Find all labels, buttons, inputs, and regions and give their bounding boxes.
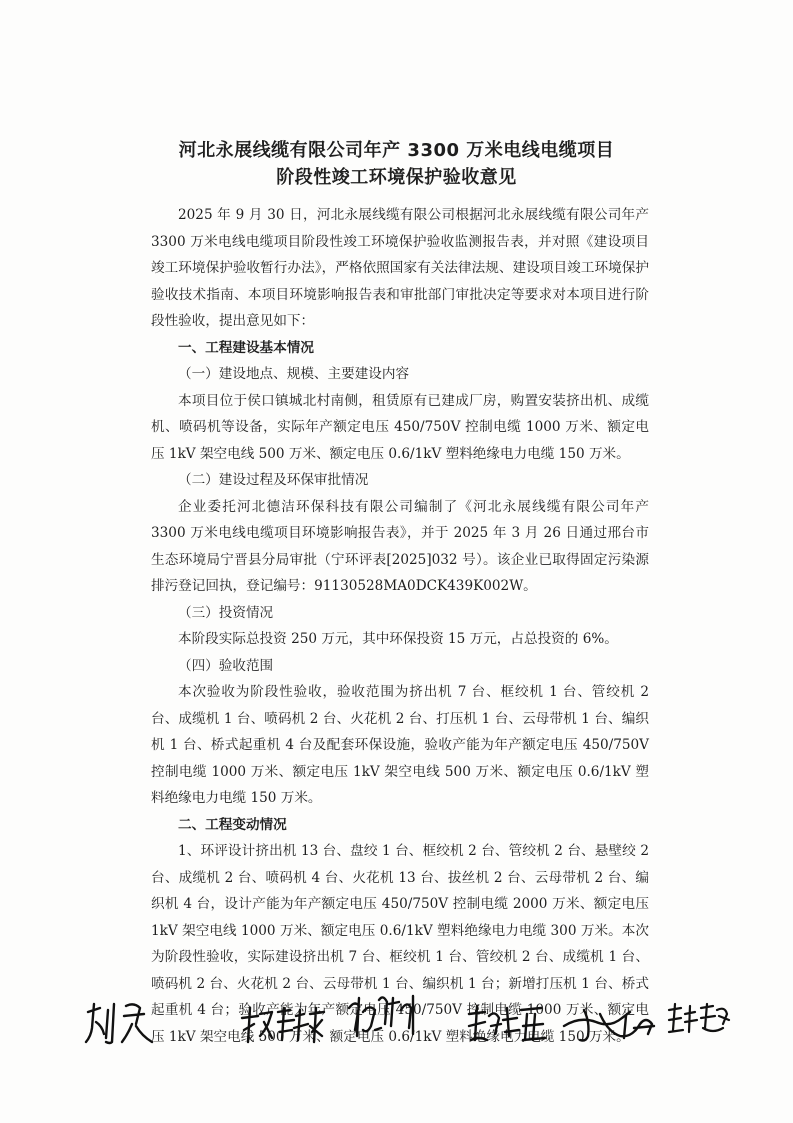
signature-1 [82,998,162,1048]
document-title-line-1: 河北永展线缆有限公司年产 3300 万米电线电缆项目 [178,140,615,161]
subsection-1-text: 本项目位于侯口镇城北村南侧，租赁原有已建成厂房，购置安装挤出机、成缆机、喷码机等设备，实际年产额定电压 450/750V 控制电缆 1000 万米、额定电压 1kV 架空电线 500 万米、额定电压 0.6/1kV 塑料绝缘电力电缆 150 万米。 [151,392,649,462]
subsection-1-heading: （一）建设地点、规模、主要建设内容 [178,366,410,382]
signature-6 [665,1000,735,1040]
signature-3 [345,990,425,1042]
signature-row [0,990,793,1060]
subsection-2-text: 企业委托河北德洁环保科技有限公司编制了《河北永展线缆有限公司年产 3300 万米电线电缆项目环境影响报告表》，并于 2025 年 3 月 26 日通过邢台市生态环境局宁晋县分局审批（宁环评表[2025]032 号）。该企业已取得固定污染源排污登记回执，登记编号：91130528MA0DCK439K002W。 [151,498,649,594]
signature-4 [465,1000,555,1048]
subsection-2-heading: （二）建设过程及环保审批情况 [178,472,369,488]
subsection-3-text: 本阶段实际总投资 250 万元，其中环保投资 15 万元，占总投资的 6%。 [178,631,618,647]
signature-2 [238,1002,328,1048]
subsection-3-heading: （三）投资情况 [178,604,274,621]
intro-paragraph: 2025 年 9 月 30 日，河北永展线缆有限公司根据河北永展线缆有限公司年产 3300 万米电线电缆项目阶段性竣工环境保护验收监测报告表，并对照《建设项目竣工环境保护验收暂行办法》，严格依照国家有关法律法规、建设项目竣工环境保护验收技术指南、本项目环境影响报告表和审批部门审批决定等要求对本项目进行阶段性验收，提出意见如下： [151,207,649,329]
section-1-heading: 一、工程建设基本情况 [178,339,314,356]
document-body [151,202,649,1050]
section-2-heading: 二、工程变动情况 [178,816,287,833]
section-2-text: 1、环评设计挤出机 13 台、盘绞 1 台、框绞机 2 台、管绞机 2 台、悬壁绞 2 台、成缆机 2 台、喷码机 4 台、火花机 13 台、拔丝机 2 台、云母带机 2 台、编织机 4 台，设计产能为年产额定电压 450/750V 控制电缆 2000 万米、额定电压 1kV 架空电线 1000 万米、额定电压 0.6/1kV 塑料绝缘电力电缆 300 万米。本次为阶段性验收，实际建设挤出机 7 台、框绞机 1 台、管绞机 2 台、成缆机 1 台、喷码机 2 台、火花机 2 台、云母带机 1 台、编织机 1 台；新增打压机 1 台、桥式起重机 4 台；验收产能为年产额定电压 450/750V 控制电缆 1000 万米、额定电压 1kV 架空电线 500 万米、额定电压 0.6/1kV 塑料绝缘电力电缆 150 万米。 [151,843,649,1045]
signature-5 [560,1002,660,1046]
subsection-4-heading: （四）验收范围 [178,657,274,674]
subsection-4-text: 本次验收为阶段性验收，验收范围为挤出机 7 台、框绞机 1 台、管绞机 2 台、成缆机 1 台、喷码机 2 台、火花机 2 台、打压机 1 台、云母带机 1 台、编织机 1 台、桥式起重机 4 台及配套环保设施，验收产能为年产额定电压 450/750V 控制电缆 1000 万米、额定电压 1kV 架空电线 500 万米、额定电压 0.6/1kV 塑料绝缘电力电缆 150 万米。 [151,684,649,806]
document-title-line-2: 阶段性竣工环境保护验收意见 [276,167,517,188]
